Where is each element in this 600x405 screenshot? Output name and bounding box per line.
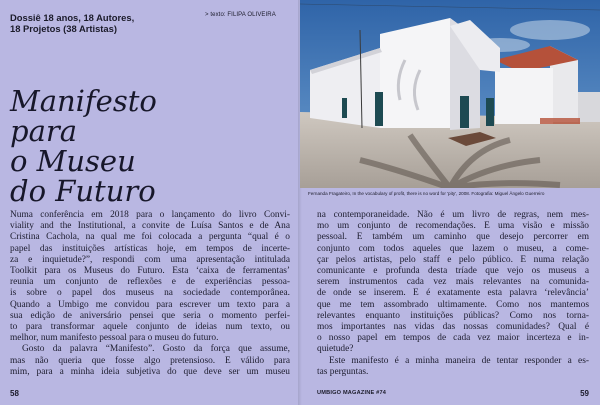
magazine-name: UMBIGO MAGAZINE #74 xyxy=(317,390,387,396)
photo-illustration xyxy=(300,0,600,188)
dossier-kicker xyxy=(10,12,150,34)
body-line: conjunto com todos aqueles que lazem o museu, a come- xyxy=(317,243,589,254)
artwork-photo xyxy=(300,0,600,188)
kicker-line: Dossiê 18 anos, 18 Autores, xyxy=(10,12,135,23)
body-line: quietude? xyxy=(317,344,354,355)
title-line: o Museu xyxy=(10,144,136,178)
title-line: para xyxy=(10,114,78,148)
body-column-right xyxy=(317,210,589,378)
body-line: na contemporaneidade. Não é um livro de regras, nem mes- xyxy=(317,210,589,220)
body-line: to para transformar aquele conjunto de ideias num texto, ou xyxy=(10,322,290,333)
kicker-line: 18 Projetos (38 Artistas) xyxy=(10,23,117,34)
door xyxy=(460,96,469,128)
body-line: viality and the Institutional, a convite de Luísa Santos e de Ana xyxy=(10,221,290,232)
door xyxy=(375,92,383,126)
title-line: Manifesto xyxy=(10,84,157,118)
body-line: Cristina Cachola, na qual me foi colocada a pergunta “qual é o xyxy=(10,232,290,243)
page-number-right: 59 xyxy=(580,389,589,398)
body-line: sua edição de aniversário pensei que seria o momento perfei- xyxy=(10,310,290,321)
title-line: do Futuro xyxy=(10,174,156,208)
body-line: Gosto da palavra “Manifesto”. Gosto da força que assume, xyxy=(22,344,290,355)
article-title xyxy=(10,86,240,206)
page-number-left: 58 xyxy=(10,389,19,398)
body-line: papel das instituições artísticas hoje, em tempos de incerte- xyxy=(10,243,290,254)
body-line: mos importantes nas vidas das nossas comunidades? Qual é xyxy=(317,322,589,333)
body-column-left xyxy=(10,210,290,378)
body-line: tas perguntas. xyxy=(317,366,369,377)
body-line: o nosso papel em tempos de cada vez maior incerteza e in- xyxy=(317,333,589,344)
door xyxy=(342,98,347,118)
building-base xyxy=(540,118,580,124)
body-line: mas não queria que fosse algo pretensioso. É válido para xyxy=(10,355,290,366)
body-line: Numa conferência em 2018 para o lançamento do livro Convi- xyxy=(10,210,290,220)
body-line: relevantes enquanto instituições públicas? Como nos torna- xyxy=(317,310,589,321)
building-front xyxy=(495,68,553,124)
cloud xyxy=(510,20,590,40)
body-line: de onde se inserem. E é exatamente esta palavra ‘relevância’ xyxy=(317,288,589,299)
door xyxy=(486,98,494,126)
body-line: serem instrumentos cada vez mais relevantes na comunida- xyxy=(317,277,589,288)
building-far xyxy=(578,92,600,122)
body-line: Quando a Umbigo me convidou para escrever um texto para a xyxy=(10,299,290,310)
author-credit: > texto: FILIPA OLIVEIRA xyxy=(205,12,276,18)
body-line: reunia um conjunto de reflexões e de experiências pessoa- xyxy=(10,277,290,288)
body-line: mim, para a minha ideia subjetiva do que deve ser um museu xyxy=(10,366,290,377)
body-line: que me tem assombrado ultimamente. Como nos mantemos xyxy=(317,299,589,310)
body-line: is sobre o papel dos museus na sociedade contemporânea. xyxy=(10,288,290,299)
body-line: Este manifesto é a minha maneira de tentar responder a es- xyxy=(329,355,589,366)
body-line: za e inquietude?”, respondi com uma apresentação intitulada xyxy=(10,254,290,265)
body-line: pessoal. É também um caminho que desejo percorrer em xyxy=(317,232,589,243)
body-line: comunicante e profunda desta tríade que vejo os museus a xyxy=(317,266,589,277)
body-line: çar pelos artistas, pelo staff e pelo público. É numa relação xyxy=(317,254,589,265)
body-line: Toolkit para os Museus do Futuro. Esta ‘caixa de ferramentas’ xyxy=(10,266,290,277)
body-line: melhor, num manifesto pessoal para o museu do futuro. xyxy=(10,333,219,344)
body-line: mo um conjunto de recomendações. É uma visão e missão xyxy=(317,221,589,232)
photo-caption: Fernanda Fragateiro, In the vocabulary of profit, there is no word for 'pity', 2008. Fotografia: Miguel Ângelo Guerreiro xyxy=(308,191,545,196)
